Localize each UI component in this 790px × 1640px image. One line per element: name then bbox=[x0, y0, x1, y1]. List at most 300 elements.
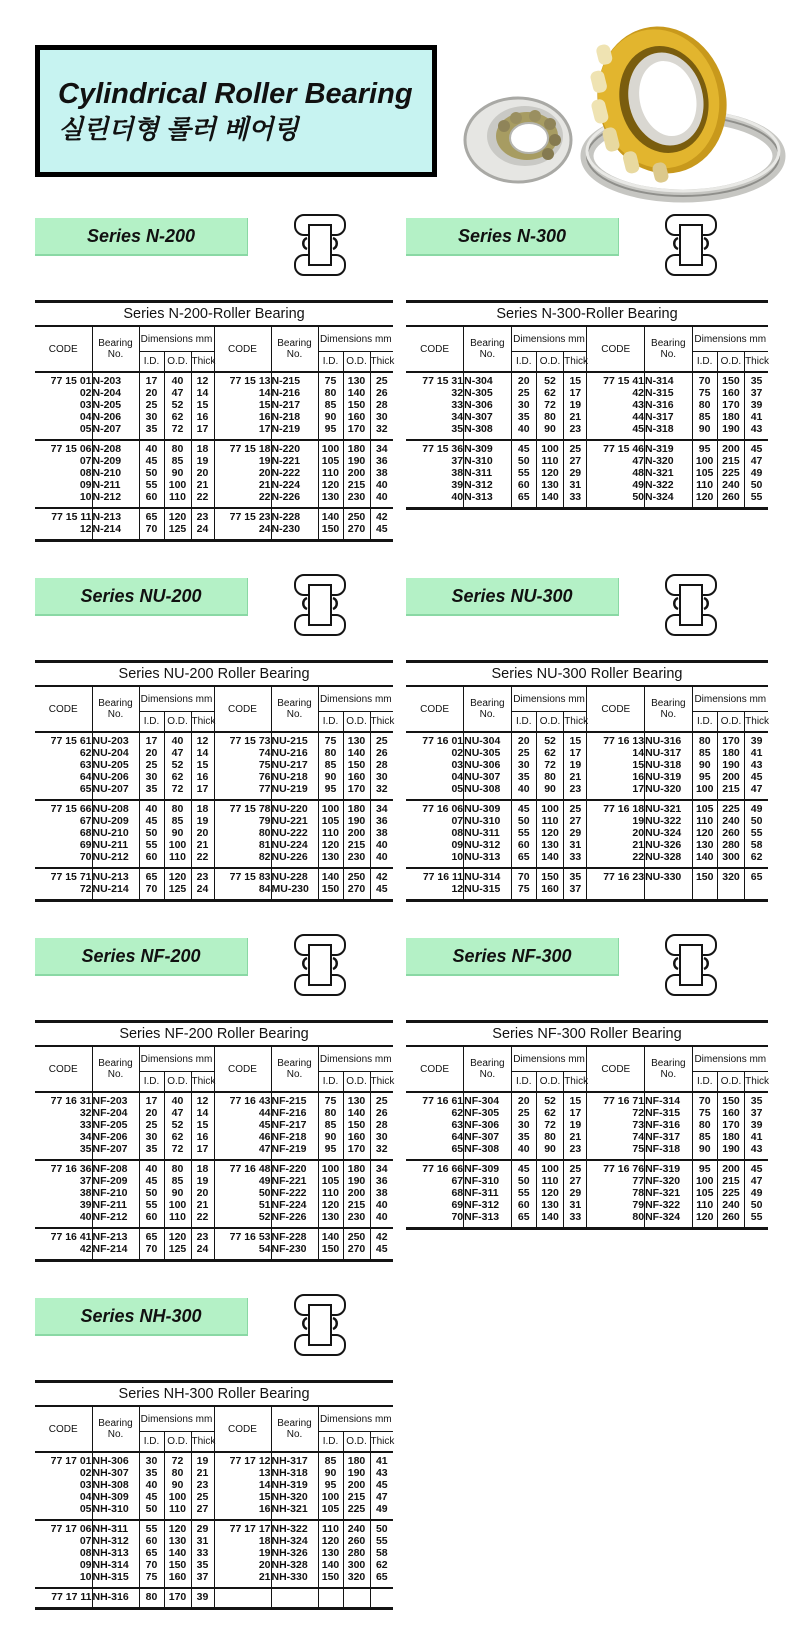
col-header-code: CODE bbox=[587, 1046, 645, 1092]
cell-id: 150 bbox=[318, 884, 343, 901]
cell-bearing: N-321 bbox=[645, 468, 693, 480]
cell-code: 14 bbox=[214, 1480, 271, 1492]
cell-id: 70 bbox=[139, 1244, 164, 1261]
cell-code: 50 bbox=[214, 1188, 271, 1200]
table-title: Series NF-300 Roller Bearing bbox=[406, 1022, 768, 1047]
cell-code: 15 bbox=[214, 400, 271, 412]
cell-od: 110 bbox=[164, 1212, 191, 1228]
cell-thick: 15 bbox=[564, 1092, 587, 1108]
cell-code: 72 bbox=[79, 883, 92, 896]
cell-bearing: NU-206 bbox=[92, 772, 139, 784]
cell-thick: 45 bbox=[370, 524, 393, 541]
cell-od: 215 bbox=[343, 1492, 370, 1504]
cell-thick: 20 bbox=[191, 1188, 214, 1200]
cell-code: 77 15 71 bbox=[35, 868, 92, 884]
cell-bearing: NU-306 bbox=[464, 760, 512, 772]
cell-id: 40 bbox=[511, 784, 536, 800]
cell-id bbox=[318, 1588, 343, 1609]
cell-od: 140 bbox=[164, 1548, 191, 1560]
col-header-code: CODE bbox=[35, 1406, 92, 1452]
cell-od: 260 bbox=[343, 1536, 370, 1548]
page-header bbox=[0, 0, 790, 212]
cell-code: 77 15 66 bbox=[35, 800, 92, 816]
cell-od: 120 bbox=[164, 868, 191, 884]
cell-id: 140 bbox=[318, 508, 343, 524]
cell-od: 100 bbox=[164, 1492, 191, 1504]
cell-id: 140 bbox=[692, 852, 717, 868]
cell-bearing: NH-317 bbox=[271, 1452, 318, 1468]
sections-grid bbox=[35, 212, 768, 1640]
cell-od: 140 bbox=[536, 852, 563, 868]
cell-od: 180 bbox=[343, 800, 370, 816]
cell-thick: 17 bbox=[191, 424, 214, 440]
cell-od: 85 bbox=[164, 1176, 191, 1188]
cell-id: 30 bbox=[139, 412, 164, 424]
cell-thick: 19 bbox=[564, 760, 587, 772]
table-row bbox=[35, 480, 393, 492]
table-row bbox=[406, 852, 768, 868]
cell-id: 75 bbox=[511, 884, 536, 901]
cell-thick: 31 bbox=[191, 1536, 214, 1548]
cell-code: 74 bbox=[587, 1132, 645, 1144]
cell-od: 72 bbox=[536, 400, 563, 412]
cell-bearing: N-317 bbox=[645, 412, 693, 424]
cell-thick: 21 bbox=[191, 480, 214, 492]
cell-code: 77 15 46 bbox=[587, 440, 645, 456]
cell-bearing: N-204 bbox=[92, 388, 139, 400]
series-section bbox=[35, 932, 393, 1262]
cell-id: 75 bbox=[318, 372, 343, 388]
cell-code: 77 15 23 bbox=[214, 508, 271, 524]
table-row bbox=[406, 1120, 768, 1132]
table-row bbox=[35, 524, 393, 541]
cell-id: 45 bbox=[511, 1160, 536, 1176]
cell-thick: 21 bbox=[564, 412, 587, 424]
series-label bbox=[35, 938, 248, 976]
cell-code: 07 bbox=[451, 815, 464, 828]
cell-id: 45 bbox=[511, 800, 536, 816]
series-label-text: Series NF-300 bbox=[452, 945, 572, 966]
cell-id: 55 bbox=[139, 1520, 164, 1536]
series-section bbox=[406, 212, 768, 510]
col-header-code: CODE bbox=[214, 326, 271, 372]
cell-bearing: NH-326 bbox=[271, 1548, 318, 1560]
cell-thick: 37 bbox=[191, 1572, 214, 1588]
cell-bearing: NF-204 bbox=[92, 1108, 139, 1120]
table-row bbox=[406, 412, 768, 424]
cell-bearing: NF-322 bbox=[645, 1200, 693, 1212]
cell-bearing: NF-324 bbox=[645, 1212, 693, 1229]
cell-od: 200 bbox=[717, 1160, 744, 1176]
cell-od: 120 bbox=[164, 508, 191, 524]
cell-od: 47 bbox=[164, 388, 191, 400]
table-row bbox=[35, 1244, 393, 1261]
table-row bbox=[406, 868, 768, 884]
cell-bearing: NF-220 bbox=[271, 1160, 318, 1176]
cell-bearing: NH-318 bbox=[271, 1468, 318, 1480]
cell-od: 250 bbox=[343, 868, 370, 884]
table-row bbox=[35, 1160, 393, 1176]
cell-code: 62 bbox=[451, 1107, 464, 1120]
cell-code: 04 bbox=[79, 1491, 92, 1504]
cell-id: 40 bbox=[139, 800, 164, 816]
cell-bearing: NH-322 bbox=[271, 1520, 318, 1536]
table-row bbox=[406, 400, 768, 412]
cell-bearing: NF-210 bbox=[92, 1188, 139, 1200]
table-title: Series NF-200 Roller Bearing bbox=[35, 1022, 393, 1047]
cell-thick: 49 bbox=[745, 468, 768, 480]
cell-od: 72 bbox=[164, 424, 191, 440]
cell-thick: 35 bbox=[745, 372, 768, 388]
col-header-od: O.D. bbox=[164, 1432, 191, 1453]
cell-bearing: NU-211 bbox=[92, 840, 139, 852]
cell-id: 35 bbox=[139, 1144, 164, 1160]
col-header-code: CODE bbox=[35, 686, 92, 732]
cell-thick bbox=[745, 884, 768, 901]
col-header-dimensions: Dimensions mm bbox=[318, 686, 393, 712]
cell-code: 22 bbox=[587, 852, 645, 868]
cell-bearing: NU-316 bbox=[645, 732, 693, 748]
cell-bearing: NU-314 bbox=[464, 868, 512, 884]
cell-thick: 36 bbox=[370, 1176, 393, 1188]
cell-thick: 37 bbox=[745, 1108, 768, 1120]
cell-od: 160 bbox=[164, 1572, 191, 1588]
cell-id: 35 bbox=[139, 424, 164, 440]
cell-thick: 47 bbox=[745, 1176, 768, 1188]
cell-id: 75 bbox=[139, 1572, 164, 1588]
col-header-id: I.D. bbox=[511, 712, 536, 733]
cell-bearing: NU-326 bbox=[645, 840, 693, 852]
cell-code: 49 bbox=[587, 480, 645, 492]
cell-code: 45 bbox=[587, 424, 645, 440]
cell-od: 320 bbox=[343, 1572, 370, 1588]
cell-thick: 35 bbox=[191, 1560, 214, 1572]
cell-od: 200 bbox=[343, 828, 370, 840]
cell-code: 14 bbox=[214, 388, 271, 400]
cell-thick: 43 bbox=[745, 1144, 768, 1160]
cell-code: 44 bbox=[587, 412, 645, 424]
cell-id: 130 bbox=[692, 840, 717, 852]
cell-od: 160 bbox=[717, 388, 744, 400]
col-header-code: CODE bbox=[587, 686, 645, 732]
series-section bbox=[35, 212, 393, 542]
series-label-text: Series NF-200 bbox=[81, 945, 201, 966]
cell-od: 170 bbox=[717, 400, 744, 412]
series-header bbox=[406, 212, 768, 278]
cell-od: 270 bbox=[343, 884, 370, 901]
cell-bearing: N-309 bbox=[464, 440, 512, 456]
cell-thick: 45 bbox=[745, 440, 768, 456]
cell-thick: 12 bbox=[191, 732, 214, 748]
cell-bearing: NU-315 bbox=[464, 884, 512, 901]
cell-bearing: NF-230 bbox=[271, 1244, 318, 1261]
cell-code: 84 bbox=[214, 884, 271, 901]
cell-code: 77 16 66 bbox=[406, 1160, 464, 1176]
cell-code: 80 bbox=[214, 828, 271, 840]
cell-bearing: N-216 bbox=[271, 388, 318, 400]
cell-code: 05 bbox=[451, 783, 464, 796]
cell-id: 95 bbox=[318, 1144, 343, 1160]
cell-code: 35 bbox=[79, 1143, 92, 1156]
cell-thick bbox=[370, 1588, 393, 1609]
cell-od: 90 bbox=[164, 1480, 191, 1492]
cell-od: 90 bbox=[164, 1188, 191, 1200]
col-header-od: O.D. bbox=[164, 352, 191, 373]
cell-od: 52 bbox=[164, 1120, 191, 1132]
cell-thick: 39 bbox=[745, 732, 768, 748]
bearing-table bbox=[406, 660, 768, 902]
cell-od: 150 bbox=[343, 760, 370, 772]
cell-od: 110 bbox=[164, 852, 191, 868]
bearing-cross-section-icon bbox=[659, 572, 723, 638]
cell-bearing: NU-320 bbox=[645, 784, 693, 800]
table-title: Series NU-300 Roller Bearing bbox=[406, 662, 768, 687]
cell-thick: 31 bbox=[564, 480, 587, 492]
cell-thick: 65 bbox=[370, 1572, 393, 1588]
cell-id: 80 bbox=[692, 1120, 717, 1132]
cell-id: 45 bbox=[139, 456, 164, 468]
series-header bbox=[35, 1292, 393, 1358]
cell-id: 50 bbox=[511, 816, 536, 828]
series-label-text: Series NH-300 bbox=[80, 1305, 202, 1326]
cell-bearing: NF-310 bbox=[464, 1176, 512, 1188]
cell-code: 63 bbox=[79, 759, 92, 772]
cell-thick: 25 bbox=[370, 732, 393, 748]
cell-od: 250 bbox=[343, 508, 370, 524]
cell-code: 09 bbox=[79, 1559, 92, 1572]
cell-code: 77 16 71 bbox=[587, 1092, 645, 1108]
cell-thick: 18 bbox=[191, 800, 214, 816]
table-title: Series N-300-Roller Bearing bbox=[406, 302, 768, 327]
cell-code: 77 16 31 bbox=[50, 1095, 92, 1108]
cell-thick: 39 bbox=[191, 1588, 214, 1609]
col-header-code: CODE bbox=[214, 686, 271, 732]
cell-id: 70 bbox=[692, 372, 717, 388]
series-label bbox=[406, 578, 619, 616]
col-header-bearing-no: Bearing No. bbox=[645, 1046, 693, 1092]
cell-bearing: NU-226 bbox=[271, 852, 318, 868]
cell-bearing: N-313 bbox=[464, 492, 512, 509]
cell-code: 77 15 83 bbox=[214, 868, 271, 884]
table-row bbox=[35, 1588, 393, 1609]
cell-thick: 17 bbox=[564, 748, 587, 760]
series-label bbox=[406, 218, 619, 256]
cell-od: 62 bbox=[536, 388, 563, 400]
cell-id bbox=[692, 884, 717, 901]
cell-code: 03 bbox=[451, 759, 464, 772]
cell-code: 10 bbox=[79, 1571, 92, 1584]
cell-thick: 37 bbox=[745, 388, 768, 400]
cell-code: 77 17 01 bbox=[50, 1455, 92, 1468]
cell-code: 77 15 31 bbox=[422, 375, 464, 388]
cell-thick: 33 bbox=[564, 1212, 587, 1229]
cell-thick: 39 bbox=[745, 1120, 768, 1132]
cell-bearing: N-206 bbox=[92, 412, 139, 424]
cell-id: 100 bbox=[318, 800, 343, 816]
cell-thick: 62 bbox=[370, 1560, 393, 1572]
cell-od: 100 bbox=[164, 1200, 191, 1212]
cell-od: 85 bbox=[164, 456, 191, 468]
cell-od: 240 bbox=[717, 480, 744, 492]
table-row bbox=[406, 1176, 768, 1188]
col-header-dimensions: Dimensions mm bbox=[511, 1046, 587, 1072]
cell-id: 20 bbox=[139, 748, 164, 760]
cell-od: 170 bbox=[164, 1588, 191, 1609]
cell-code: 19 bbox=[214, 456, 271, 468]
cell-code: 32 bbox=[451, 387, 464, 400]
cell-bearing: NF-203 bbox=[92, 1092, 139, 1108]
cell-id: 100 bbox=[692, 1176, 717, 1188]
table-row bbox=[35, 1492, 393, 1504]
cell-thick: 14 bbox=[191, 748, 214, 760]
cell-id: 80 bbox=[318, 388, 343, 400]
cell-od: 130 bbox=[536, 1200, 563, 1212]
cell-id: 35 bbox=[511, 772, 536, 784]
cell-code: 77 bbox=[587, 1176, 645, 1188]
cell-code: 75 bbox=[587, 1144, 645, 1160]
cell-od: 170 bbox=[717, 1120, 744, 1132]
cell-od: 190 bbox=[717, 424, 744, 440]
cell-thick: 45 bbox=[745, 1160, 768, 1176]
series-section bbox=[406, 932, 768, 1230]
cell-id: 45 bbox=[139, 1492, 164, 1504]
cell-bearing: NU-215 bbox=[271, 732, 318, 748]
cell-thick: 47 bbox=[745, 784, 768, 800]
table-row bbox=[406, 1188, 768, 1200]
cell-od: 225 bbox=[717, 468, 744, 480]
table-row bbox=[35, 400, 393, 412]
table-row bbox=[35, 372, 393, 388]
bearing-cross-section-icon bbox=[288, 212, 352, 278]
cell-thick: 45 bbox=[370, 1480, 393, 1492]
cell-bearing: NF-222 bbox=[271, 1188, 318, 1200]
col-header-id: I.D. bbox=[318, 1432, 343, 1453]
cell-bearing: NF-320 bbox=[645, 1176, 693, 1188]
col-header-code: CODE bbox=[35, 326, 92, 372]
cell-code: 45 bbox=[214, 1120, 271, 1132]
cell-id: 20 bbox=[139, 388, 164, 400]
cell-thick: 18 bbox=[191, 440, 214, 456]
cell-bearing: NF-212 bbox=[92, 1212, 139, 1228]
cell-bearing: N-213 bbox=[92, 508, 139, 524]
col-header-bearing-no: Bearing No. bbox=[92, 326, 139, 372]
cell-bearing: NF-307 bbox=[464, 1132, 512, 1144]
section-slot bbox=[35, 212, 393, 572]
cell-bearing: N-310 bbox=[464, 456, 512, 468]
cell-thick: 55 bbox=[370, 1536, 393, 1548]
cell-bearing: NH-311 bbox=[92, 1520, 139, 1536]
cell-thick: 23 bbox=[191, 508, 214, 524]
cell-bearing: NF-304 bbox=[464, 1092, 512, 1108]
table-row bbox=[35, 1212, 393, 1228]
cell-thick: 12 bbox=[191, 372, 214, 388]
table-row bbox=[35, 760, 393, 772]
col-header-id: I.D. bbox=[139, 712, 164, 733]
cell-id: 110 bbox=[692, 1200, 717, 1212]
cell-od: 320 bbox=[717, 868, 744, 884]
col-header-od: O.D. bbox=[536, 1072, 563, 1093]
cell-thick: 27 bbox=[564, 816, 587, 828]
col-header-thick: Thick bbox=[564, 1072, 587, 1093]
cell-bearing: NU-318 bbox=[645, 760, 693, 772]
cell-code: 77 16 13 bbox=[587, 732, 645, 748]
cell-od: 230 bbox=[343, 1212, 370, 1228]
cell-thick: 45 bbox=[370, 884, 393, 901]
cell-thick: 12 bbox=[191, 1092, 214, 1108]
cell-od: 52 bbox=[536, 1092, 563, 1108]
cell-code: 54 bbox=[214, 1244, 271, 1261]
cell-od: 150 bbox=[717, 372, 744, 388]
series-section bbox=[35, 1292, 393, 1610]
cell-id: 60 bbox=[139, 852, 164, 868]
cell-thick: 58 bbox=[370, 1548, 393, 1560]
cell-thick: 21 bbox=[564, 772, 587, 784]
cell-bearing: NF-228 bbox=[271, 1228, 318, 1244]
cell-thick: 40 bbox=[370, 480, 393, 492]
cell-code: 42 bbox=[587, 388, 645, 400]
cell-bearing: NF-312 bbox=[464, 1200, 512, 1212]
cell-thick: 40 bbox=[370, 1212, 393, 1228]
cell-od: 150 bbox=[343, 400, 370, 412]
cell-id: 95 bbox=[692, 440, 717, 456]
cell-thick: 35 bbox=[564, 868, 587, 884]
cell-thick: 23 bbox=[564, 1144, 587, 1160]
cell-thick: 17 bbox=[564, 388, 587, 400]
table-row bbox=[406, 732, 768, 748]
cell-od: 40 bbox=[164, 372, 191, 388]
cell-od: 270 bbox=[343, 524, 370, 541]
cell-od: 130 bbox=[343, 732, 370, 748]
cell-code: 18 bbox=[214, 1536, 271, 1548]
cell-thick: 17 bbox=[191, 784, 214, 800]
cell-thick: 21 bbox=[191, 1200, 214, 1212]
cell-id: 80 bbox=[318, 748, 343, 760]
cell-code: 63 bbox=[451, 1119, 464, 1132]
cell-od: 140 bbox=[343, 388, 370, 400]
cell-bearing: NF-316 bbox=[645, 1120, 693, 1132]
cell-id: 30 bbox=[139, 772, 164, 784]
cell-code: 02 bbox=[79, 1467, 92, 1480]
cell-id: 70 bbox=[139, 1560, 164, 1572]
cell-thick: 23 bbox=[191, 1480, 214, 1492]
series-label bbox=[35, 218, 248, 256]
table-row bbox=[35, 1452, 393, 1468]
cell-od: 130 bbox=[536, 480, 563, 492]
cell-code: 21 bbox=[214, 1572, 271, 1588]
cell-id: 65 bbox=[511, 852, 536, 868]
cell-id: 130 bbox=[318, 1548, 343, 1560]
table-row bbox=[35, 1228, 393, 1244]
cell-code: 77 15 61 bbox=[50, 735, 92, 748]
table-row bbox=[35, 424, 393, 440]
cell-thick: 26 bbox=[370, 748, 393, 760]
cell-id: 110 bbox=[318, 828, 343, 840]
cell-code: 34 bbox=[79, 1131, 92, 1144]
cell-id: 35 bbox=[511, 1132, 536, 1144]
cell-od: 300 bbox=[343, 1560, 370, 1572]
cell-id: 17 bbox=[139, 732, 164, 748]
cell-od: 190 bbox=[717, 760, 744, 772]
cell-od: 215 bbox=[717, 1176, 744, 1188]
cell-od: 80 bbox=[536, 1132, 563, 1144]
table-row bbox=[35, 1548, 393, 1560]
table-title: Series NH-300 Roller Bearing bbox=[35, 1382, 393, 1407]
cell-code: 15 bbox=[587, 760, 645, 772]
col-header-code: CODE bbox=[406, 686, 464, 732]
cell-code: 76 bbox=[214, 772, 271, 784]
cell-id: 25 bbox=[139, 1120, 164, 1132]
cell-bearing: NU-322 bbox=[645, 816, 693, 828]
